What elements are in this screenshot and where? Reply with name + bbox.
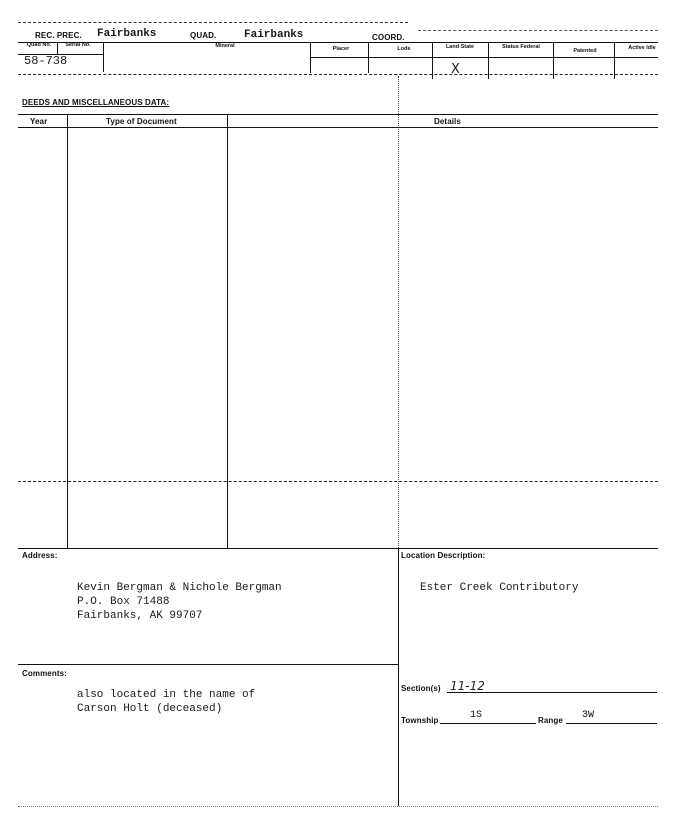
lower-divider: [398, 548, 399, 806]
land-state-check: X: [451, 62, 460, 77]
address-bottom-rule: [18, 664, 398, 665]
address-line-3: Fairbanks, AK 99707: [77, 610, 203, 622]
range-value: 3W: [582, 710, 595, 721]
col-type-of-document: Type of Document: [106, 117, 177, 126]
col-land-state: Land State: [445, 44, 475, 50]
vsep: [310, 42, 311, 73]
col-lode: Lode: [397, 46, 411, 52]
township-label: Township: [401, 716, 439, 725]
coord-label: COORD.: [372, 33, 405, 42]
col-year: Year: [30, 117, 48, 126]
deeds-bottom-rule: [18, 548, 658, 549]
col-quad-no: Quad No.: [26, 42, 52, 48]
col-details: Details: [434, 117, 461, 126]
vsep: [368, 43, 369, 73]
comment-line-1: also located in the name of: [77, 689, 256, 701]
rec-prec-label: REC. PREC.: [35, 31, 82, 40]
range-underline: [566, 723, 657, 724]
col-active-idle: Active Idle: [628, 45, 656, 51]
vsep: [57, 42, 58, 54]
deeds-vline-1: [67, 114, 68, 548]
sections-label: Section(s): [401, 684, 441, 693]
deeds-center-dots: [398, 76, 399, 548]
header-bottom-rule: [18, 74, 658, 75]
quad-number: 58-738: [24, 54, 68, 68]
location-value: Ester Creek Contributory: [420, 582, 579, 594]
deeds-title: DEEDS AND MISCELLANEOUS DATA:: [22, 98, 170, 107]
top-rule: [18, 22, 408, 23]
colhead-rule-right: [310, 57, 658, 58]
quad-value: Fairbanks: [244, 29, 304, 41]
col-placer: Placer: [332, 46, 350, 52]
address-line-1: Kevin Bergman & Nichole Bergman: [77, 582, 282, 594]
deeds-vline-2: [227, 114, 228, 548]
bottom-scan-noise: [18, 806, 658, 807]
header-rule: [18, 42, 658, 43]
sections-value: 11-12: [450, 679, 485, 693]
location-label: Location Description:: [401, 551, 486, 560]
col-serial-no: Serial No.: [65, 42, 91, 48]
quad-label: QUAD.: [190, 31, 217, 40]
col-patented: Patented: [573, 48, 597, 54]
comment-line-2: Carson Holt (deceased): [77, 703, 223, 715]
township-value: 1S: [470, 710, 483, 721]
rec-prec-value: Fairbanks: [97, 28, 157, 40]
address-line-2: P.O. Box 71488: [77, 596, 170, 608]
vsep: [103, 42, 104, 72]
col-status-federal: Status Federal: [502, 44, 540, 50]
deeds-mid-dashed-rule: [18, 481, 658, 482]
top-rule-right: [418, 30, 658, 31]
deeds-head-rule: [18, 127, 658, 128]
range-label: Range: [538, 716, 563, 725]
sections-underline: [447, 692, 657, 693]
col-mineral: Mineral: [215, 43, 235, 49]
address-label: Address:: [22, 551, 58, 560]
deeds-top-rule: [18, 114, 658, 115]
township-underline: [440, 723, 536, 724]
comments-label: Comments:: [22, 669, 67, 678]
